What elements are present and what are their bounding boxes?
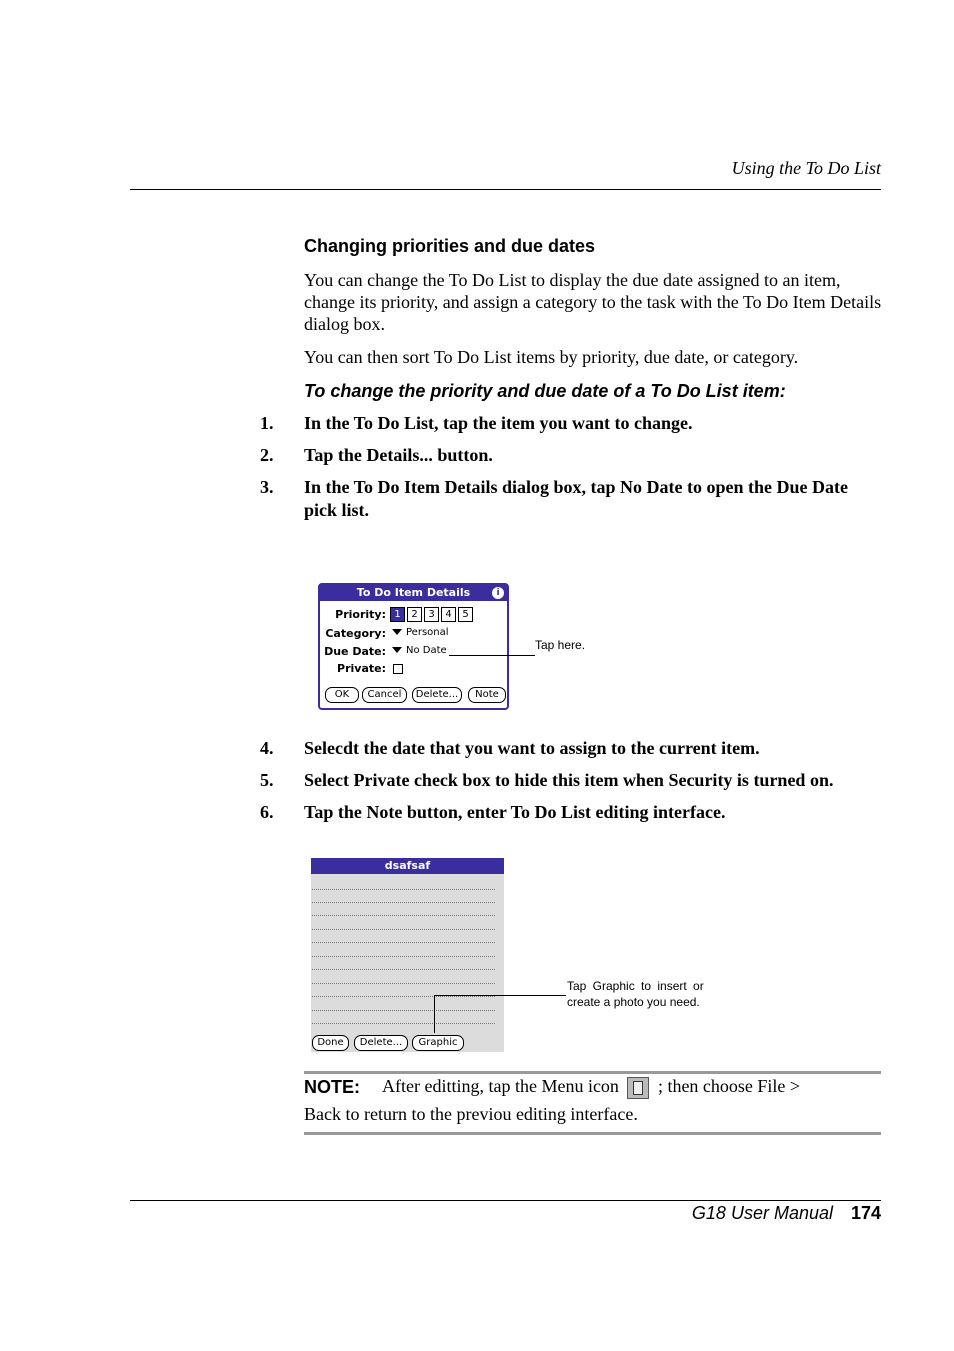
running-header: Using the To Do List: [731, 158, 881, 178]
note-button[interactable]: Note: [468, 687, 506, 703]
note-title: dsafsaf: [311, 858, 504, 874]
note-line: [312, 1010, 495, 1011]
info-icon[interactable]: i: [492, 587, 504, 599]
dialog-title: To Do Item Details: [320, 585, 507, 601]
delete-button[interactable]: Delete...: [354, 1035, 408, 1051]
step-number: 5.: [260, 770, 274, 790]
paragraph-2: You can then sort To Do List items by priority, due date, or category.: [304, 347, 799, 367]
dropdown-arrow-icon: [392, 647, 402, 653]
private-checkbox[interactable]: [393, 664, 403, 674]
header-rule: [130, 189, 881, 190]
note-editor-screen: [311, 858, 504, 1052]
category-picker[interactable]: [392, 627, 449, 638]
callout-line: [449, 655, 535, 656]
priority-4[interactable]: 4: [441, 607, 456, 622]
step-text: Selecdt the date that you want to assign to the current item.: [304, 738, 760, 758]
note-line: [312, 929, 495, 930]
note-text-line-1: [382, 1076, 800, 1099]
step-text: In the To Do List, tap the item you want to change.: [304, 413, 693, 433]
paragraph-1: You can change the To Do List to display the due date assigned to an item, change its priority, and assign a category to the task with the To Do Item Details dialog box.: [304, 270, 882, 334]
due-date-value: No Date: [406, 645, 447, 656]
callout-graphic-line-1: Tap Graphic to insert or: [567, 979, 704, 993]
step-number: 1.: [260, 413, 274, 433]
category-value: Personal: [406, 627, 449, 638]
ok-button[interactable]: OK: [325, 687, 359, 703]
note-line: [312, 942, 495, 943]
note-line: [312, 915, 495, 916]
note-text-after: ; then choose File >: [657, 1076, 801, 1096]
step-number: 3.: [260, 477, 274, 497]
priority-3[interactable]: 3: [424, 607, 439, 622]
note-line: [312, 983, 495, 984]
priority-2[interactable]: 2: [407, 607, 422, 622]
note-box-top-rule: [304, 1071, 881, 1074]
due-date-picker[interactable]: [392, 645, 447, 656]
graphic-button[interactable]: Graphic: [412, 1035, 464, 1051]
note-text-before: After editting, tap the Menu icon: [382, 1076, 619, 1096]
note-line: [312, 1023, 495, 1024]
note-box-bottom-rule: [304, 1132, 881, 1135]
step-number: 6.: [260, 802, 274, 822]
delete-button[interactable]: Delete...: [412, 687, 462, 703]
footer-rule: [130, 1200, 881, 1201]
note-text-line-2: Back to return to the previou editing interface.: [304, 1104, 638, 1124]
done-button[interactable]: Done: [312, 1035, 349, 1051]
due-date-label: Due Date:: [324, 645, 386, 658]
note-box: [304, 1071, 881, 1135]
step-text: In the To Do Item Details dialog box, tap No Date to open the Due Date pick list.: [304, 477, 848, 520]
note-line: [312, 956, 495, 957]
priority-selector: [390, 607, 475, 622]
callout-line: [434, 995, 435, 1033]
callout-graphic-line-2: create a photo you need.: [567, 995, 700, 1009]
priority-label: Priority:: [335, 608, 386, 621]
page-number: 174: [850, 1203, 881, 1223]
category-label: Category:: [325, 627, 386, 640]
note-line: [312, 969, 495, 970]
note-line: [312, 996, 495, 997]
menu-icon: [627, 1077, 649, 1099]
callout-line: [434, 995, 566, 996]
procedure-title: To change the priority and due date of a To Do List item:: [304, 381, 786, 401]
step-number: 2.: [260, 445, 274, 465]
cancel-button[interactable]: Cancel: [362, 687, 407, 703]
priority-1[interactable]: 1: [390, 607, 405, 622]
step-number: 4.: [260, 738, 274, 758]
priority-5[interactable]: 5: [458, 607, 473, 622]
dropdown-arrow-icon: [392, 629, 402, 635]
footer-title: G18 User Manual: [691, 1203, 833, 1223]
todo-item-details-dialog: [318, 583, 509, 710]
section-title: Changing priorities and due dates: [304, 236, 596, 256]
note-label: NOTE:: [304, 1077, 360, 1097]
callout-tap-here: Tap here.: [535, 638, 586, 652]
note-line: [312, 889, 495, 890]
step-text: Tap the Details... button.: [304, 445, 493, 465]
step-text: Tap the Note button, enter To Do List editing interface.: [304, 802, 726, 822]
note-line: [312, 902, 495, 903]
private-label: Private:: [337, 662, 386, 675]
step-text: Select Private check box to hide this item when Security is turned on.: [304, 770, 834, 790]
